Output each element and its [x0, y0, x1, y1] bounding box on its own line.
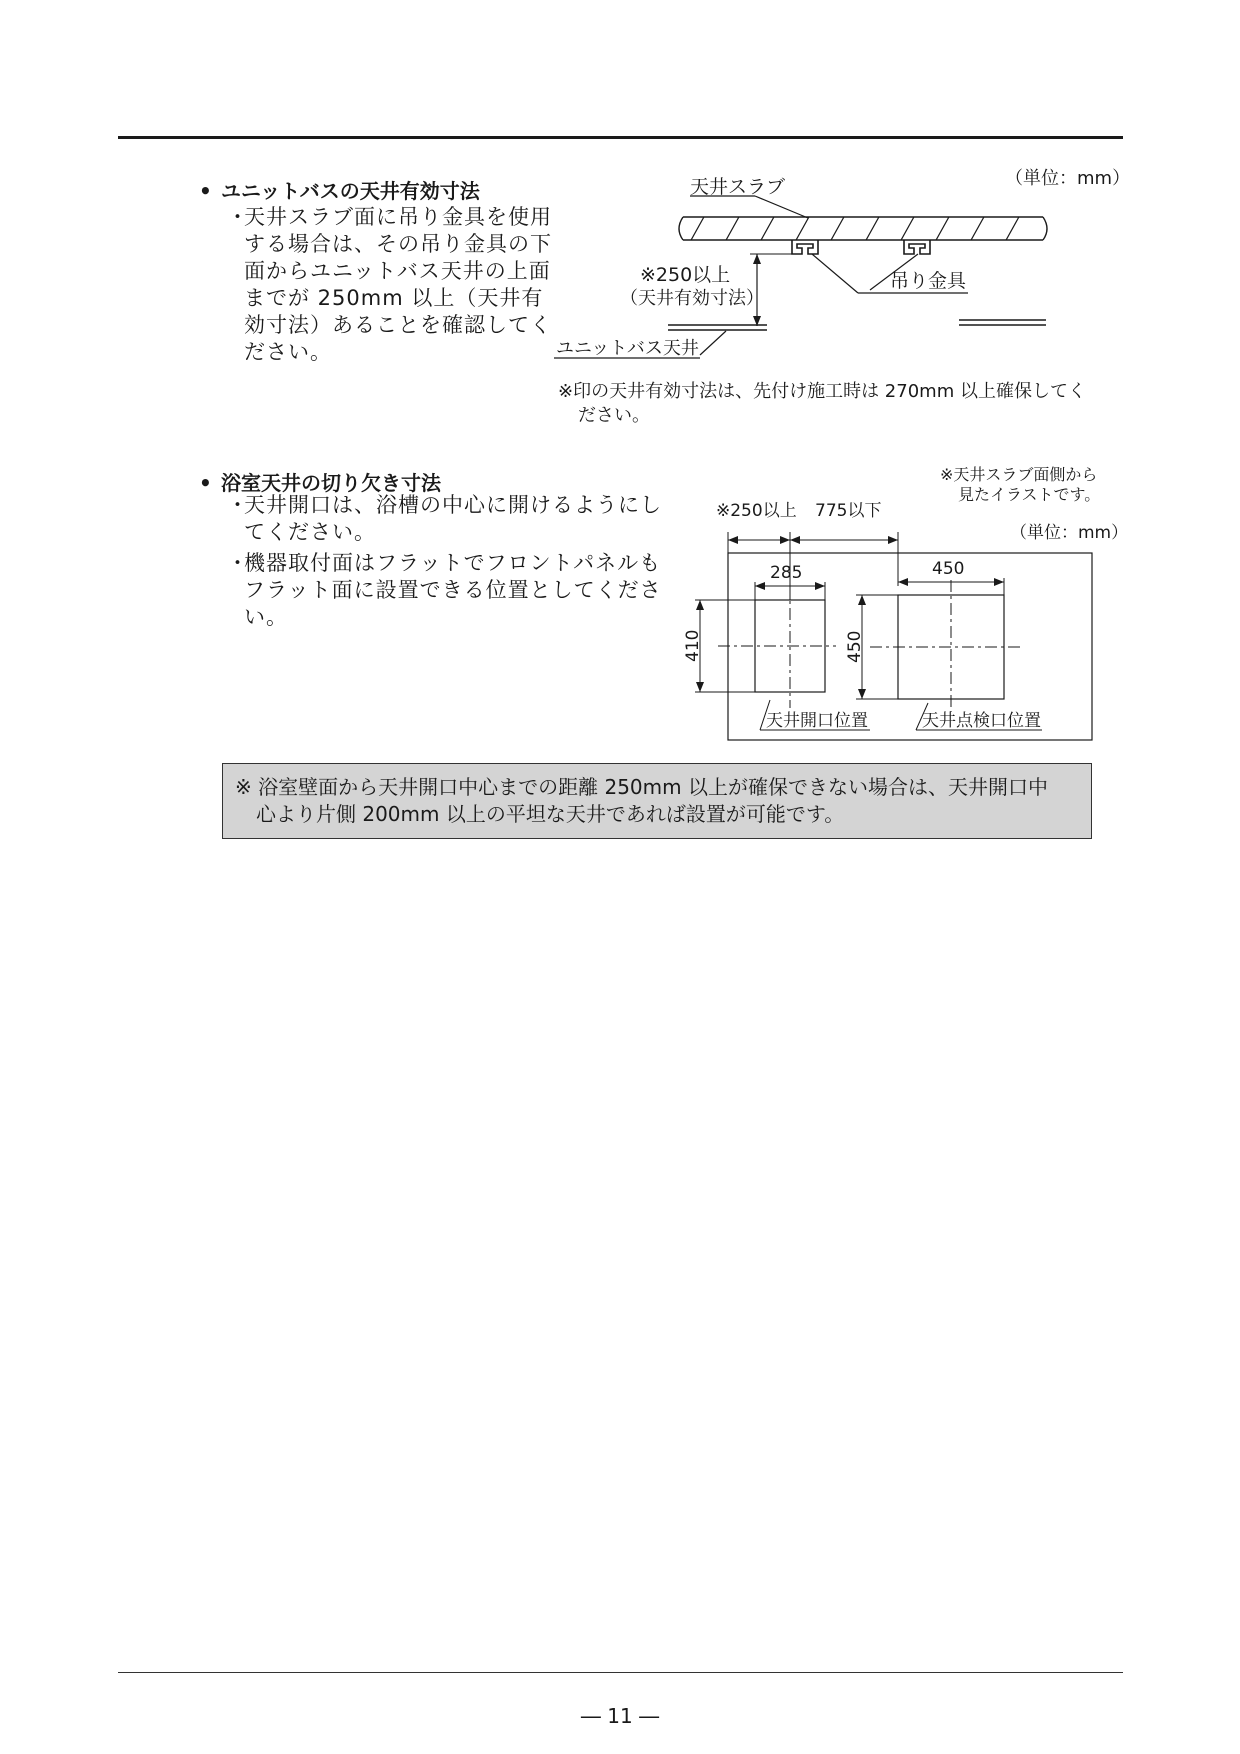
ceiling-height-diagram [0, 0, 1240, 380]
unit-label-2: （単位：mm） [1010, 523, 1129, 543]
section1-heading: • ユニットバスの天井有効寸法 [199, 179, 480, 203]
dim-max-label: 775以下 [815, 501, 882, 521]
hanger-label: 吊り金具 [890, 270, 967, 292]
notice-line2: 心より片側 200mm 以上の平坦な天井であれば設置が可能です。 [256, 802, 845, 826]
unit-bath-ceiling [668, 320, 1046, 330]
unit-label-1: （単位：mm） [1005, 168, 1131, 189]
opening-width-label: 285 [770, 563, 803, 583]
bottom-rule [118, 1672, 1123, 1673]
dim-min-label: ※250以上 [716, 501, 797, 521]
slab-label: 天井スラブ [690, 176, 786, 198]
ceiling-slab [679, 215, 1047, 242]
unit-bath-ceiling-label: ユニットバス天井 [556, 338, 699, 359]
min-height-sublabel: （天井有効寸法） [620, 288, 764, 309]
min-height-label: ※250以上 [640, 264, 731, 286]
ceiling-opening-diagram [0, 440, 1240, 760]
opening-height-label: 410 [683, 629, 703, 662]
section1-paragraph: ・ 天井スラブ面に吊り金具を使用する場合は、その吊り金具の下面からユニットバス天井の上面までが 250mm 以上（天井有効寸法）あることを確認してください。 [227, 205, 552, 364]
page-number: ― 11 ― [580, 1704, 660, 1728]
inspection-width-label: 450 [932, 559, 965, 579]
section2-heading: • 浴室天井の切り欠き寸法 [199, 471, 441, 495]
notice-box [222, 763, 1092, 839]
opening-position-label: 天井開口位置 [766, 711, 868, 731]
inspection-height-label: 450 [845, 630, 865, 663]
inspection-position-label: 天井点検口位置 [922, 711, 1041, 731]
view-note-line2: 見たイラストです。 [958, 485, 1101, 504]
section1-note: ※印の天井有効寸法は、先付け施工時は 270mm 以上確保してく ださい。 [558, 381, 1086, 426]
hanger-bracket [792, 240, 930, 254]
section2-paragraph-1: ・ 天井開口は、浴槽の中心に開けるようにしてください。 [227, 493, 662, 544]
view-note-line1: ※天井スラブ面側から [940, 465, 1098, 484]
notice-line1: ※ 浴室壁面から天井開口中心までの距離 250mm 以上が確保できない場合は、天井開口中 [235, 775, 1048, 799]
section2-paragraph-2: ・ 機器取付面はフラットでフロントパネルもフラット面に設置できる位置としてください。 [227, 551, 662, 629]
